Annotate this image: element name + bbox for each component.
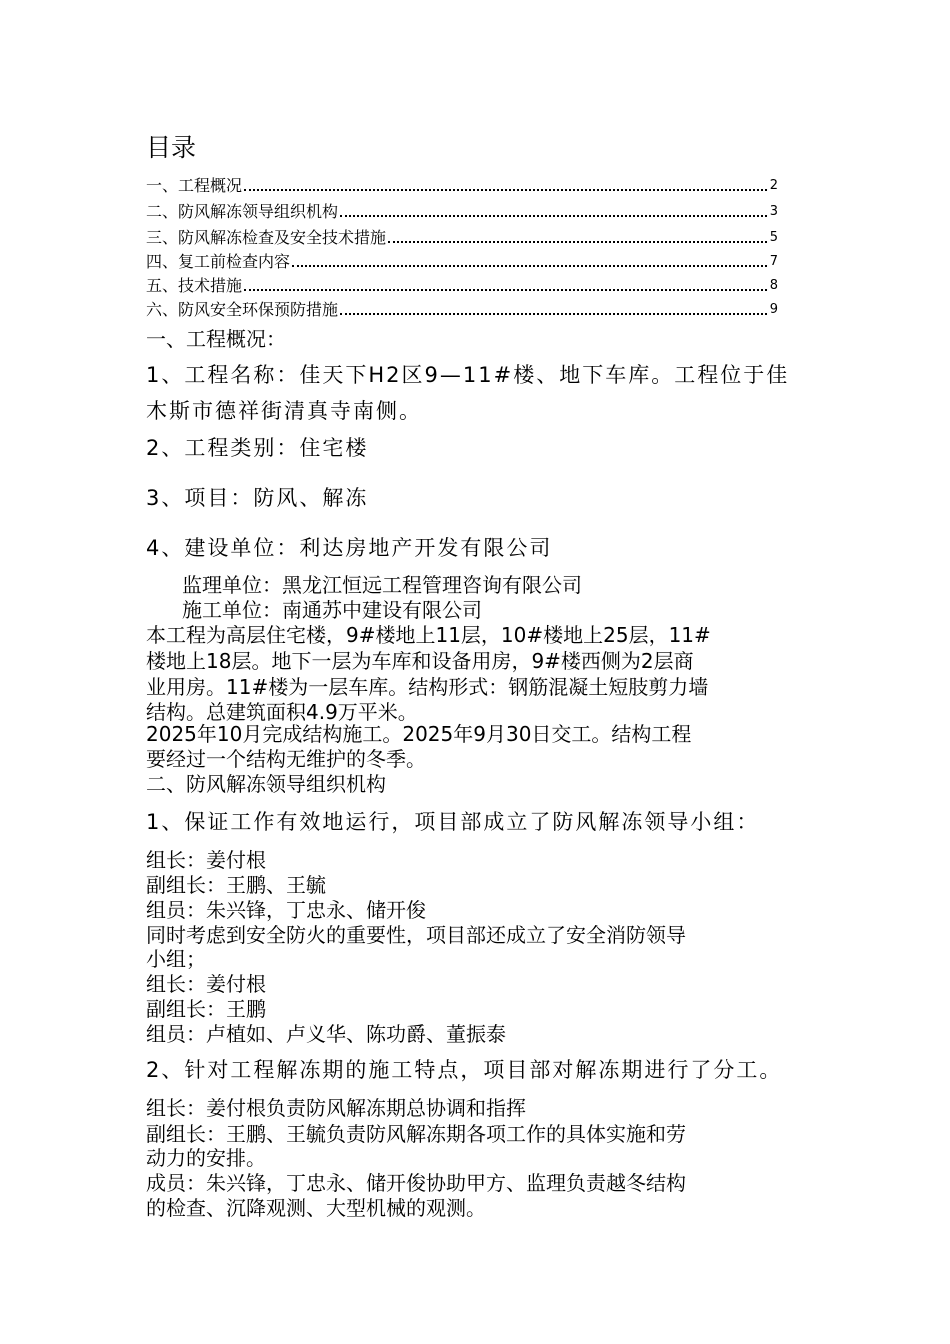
toc-entry[interactable] [146, 274, 778, 296]
section-heading: 一、工程概况： [146, 327, 286, 351]
toc-entry[interactable] [146, 226, 778, 248]
paragraph-line: 4、建设单位：利达房地产开发有限公司 [146, 536, 553, 560]
paragraph-line: 小组； [146, 947, 206, 971]
toc-title: 目录 [146, 133, 197, 162]
paragraph-line: 2、工程类别：住宅楼 [146, 436, 369, 460]
toc-entry[interactable] [146, 250, 778, 272]
paragraph-line: 2025年10月完成结构施工。2025年9月30日交工。结构工程 [146, 722, 692, 746]
paragraph-line: 组员：卢植如、卢义华、陈功爵、董振泰 [146, 1022, 506, 1046]
paragraph-line: 本工程为高层住宅楼，9#楼地上11层，10#楼地上25层，11# [146, 623, 711, 647]
toc-entry-page: 5 [769, 230, 778, 245]
toc-entry[interactable] [146, 174, 778, 196]
paragraph-line: 组长：姜付根负责防风解冻期总协调和指挥 [146, 1096, 526, 1120]
paragraph-line: 结构。总建筑面积4.9万平米。 [146, 700, 418, 724]
toc-leader-dots [340, 215, 767, 217]
paragraph-line: 施工单位：南通苏中建设有限公司 [182, 598, 482, 622]
paragraph-line: 1、保证工作有效地运行，项目部成立了防风解冻领导小组： [146, 810, 760, 834]
toc-entry-page: 9 [769, 302, 778, 317]
paragraph-line: 楼地上18层。地下一层为车库和设备用房，9#楼西侧为2层商 [146, 649, 694, 673]
toc-entry-text: 五、技术措施 [146, 276, 243, 295]
paragraph-line: 成员：朱兴锋，丁忠永、储开俊协助甲方、监理负责越冬结构 [146, 1171, 686, 1195]
toc-entry-text: 六、防风安全环保预防措施 [146, 300, 339, 319]
paragraph-line: 3、项目：防风、解冻 [146, 486, 369, 510]
section-heading: 二、防风解冻领导组织机构 [146, 772, 386, 796]
paragraph-line: 的检查、沉降观测、大型机械的观测。 [146, 1196, 486, 1220]
toc-entry-text: 三、防风解冻检查及安全技术措施 [146, 228, 387, 247]
toc-entry[interactable] [146, 298, 778, 320]
paragraph-line: 副组长：王鹏 [146, 997, 266, 1021]
toc-entry[interactable] [146, 200, 778, 222]
toc-entry-text: 四、复工前检查内容 [146, 252, 291, 271]
paragraph-line: 副组长：王鹏、王毓负责防风解冻期各项工作的具体实施和劳 [146, 1122, 686, 1146]
paragraph-line: 副组长：王鹏、王毓 [146, 873, 326, 897]
paragraph-line: 要经过一个结构无维护的冬季。 [146, 747, 426, 771]
paragraph-line: 1、工程名称：佳天下H2区9—11#楼、地下车库。工程位于佳 [146, 363, 790, 387]
toc-leader-dots [388, 241, 767, 243]
toc-entry-text: 二、防风解冻领导组织机构 [146, 202, 339, 221]
toc-entry-text: 一、工程概况 [146, 176, 243, 195]
toc-entry-page: 7 [769, 254, 778, 269]
paragraph-line: 动力的安排。 [146, 1146, 266, 1170]
paragraph-line: 业用房。11#楼为一层车库。结构形式：钢筋混凝土短肢剪力墙 [146, 675, 709, 699]
toc-entry-page: 8 [769, 278, 778, 293]
toc-leader-dots [340, 313, 767, 315]
paragraph-line: 监理单位：黑龙江恒远工程管理咨询有限公司 [182, 573, 582, 597]
paragraph-line: 组长：姜付根 [146, 972, 266, 996]
toc-entry-page: 2 [769, 178, 778, 193]
toc-leader-dots [244, 189, 767, 191]
toc-leader-dots [244, 289, 767, 291]
paragraph-line: 组员：朱兴锋，丁忠永、储开俊 [146, 898, 426, 922]
toc-leader-dots [292, 265, 767, 267]
paragraph-line: 2、针对工程解冻期的施工特点，项目部对解冻期进行了分工。 [146, 1058, 783, 1082]
paragraph-line: 木斯市德祥街清真寺南侧。 [146, 399, 422, 423]
toc-entry-page: 3 [769, 204, 778, 219]
paragraph-line: 同时考虑到安全防火的重要性，项目部还成立了安全消防领导 [146, 923, 686, 947]
paragraph-line: 组长：姜付根 [146, 848, 266, 872]
